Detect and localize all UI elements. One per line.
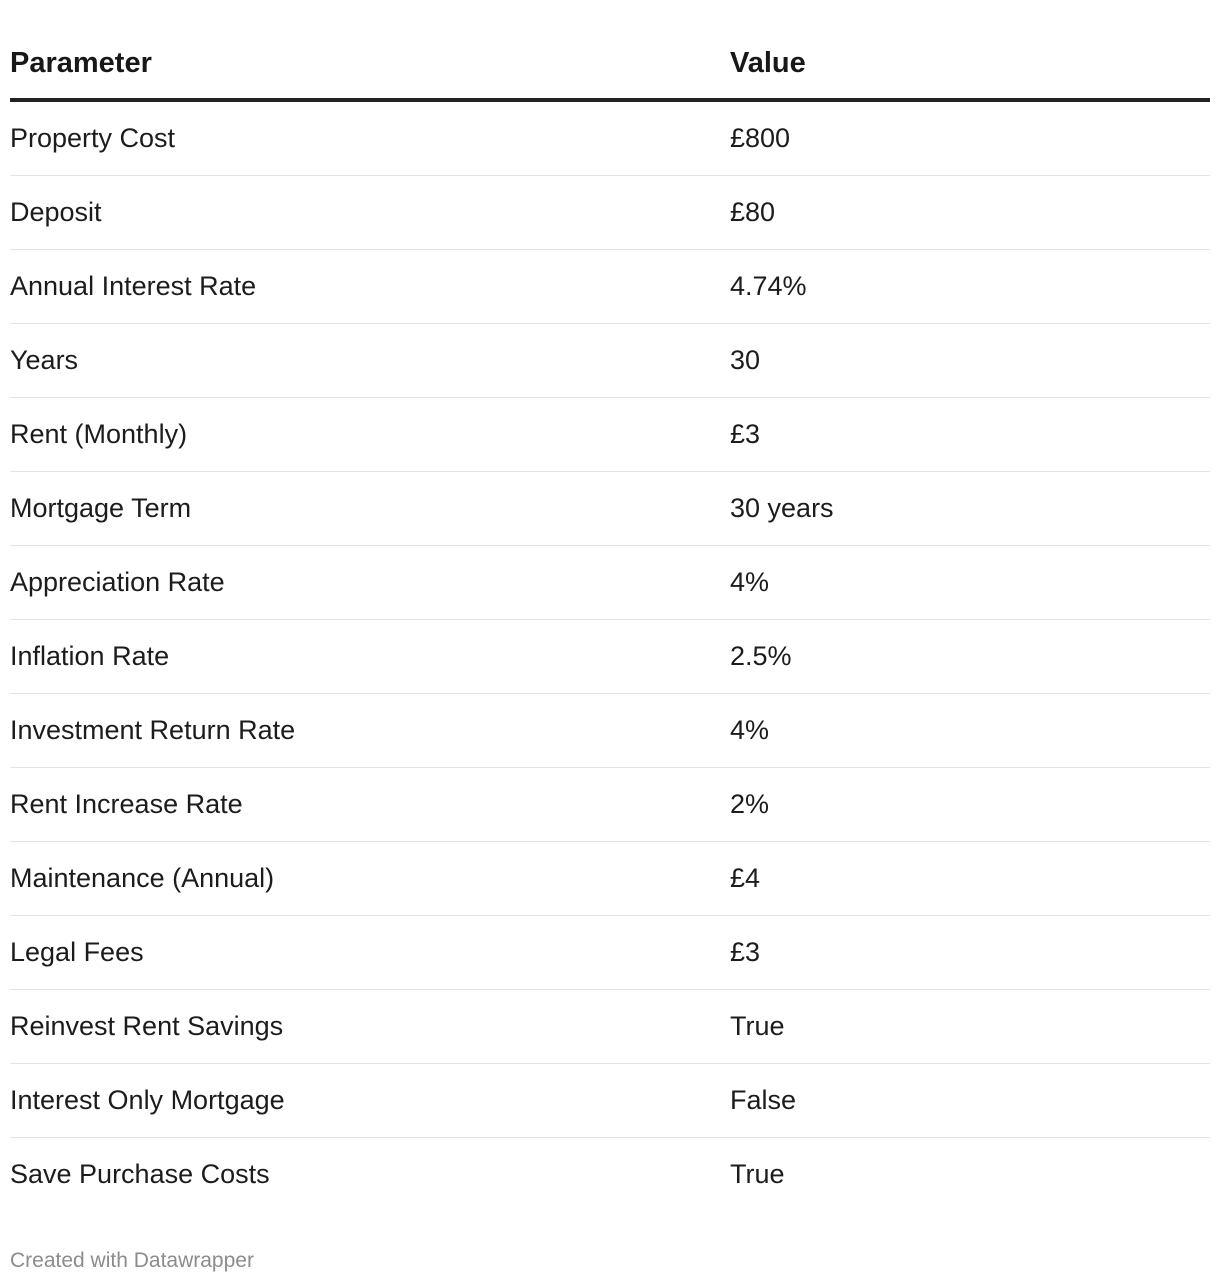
parameter-cell: Investment Return Rate (10, 694, 730, 768)
table-row (10, 694, 1210, 768)
value-cell: £3 (730, 398, 1210, 472)
parameter-cell: Mortgage Term (10, 472, 730, 546)
table-row (10, 620, 1210, 694)
parameter-cell: Inflation Rate (10, 620, 730, 694)
value-cell: 30 (730, 324, 1210, 398)
table-row (10, 842, 1210, 916)
table-row (10, 1064, 1210, 1138)
value-cell: 30 years (730, 472, 1210, 546)
table-row (10, 250, 1210, 324)
parameter-cell: Save Purchase Costs (10, 1159, 270, 1189)
value-cell: 4% (730, 546, 1210, 620)
value-cell: True (730, 990, 1210, 1064)
value-cell: £800 (730, 100, 1210, 176)
value-cell: £4 (730, 842, 1210, 916)
table-row (10, 324, 1210, 398)
value-cell: True (730, 1159, 785, 1189)
parameter-cell: Legal Fees (10, 916, 730, 990)
table-row (10, 472, 1210, 546)
parameter-cell: Deposit (10, 176, 730, 250)
datawrapper-credit: Created with Datawrapper (10, 1249, 254, 1272)
parameter-cell: Rent Increase Rate (10, 768, 730, 842)
table-header-row (10, 28, 1210, 100)
value-cell: £80 (730, 176, 1210, 250)
table-row (10, 176, 1210, 250)
value-cell: 4.74% (730, 250, 1210, 324)
value-cell: 2.5% (730, 620, 1210, 694)
table-row (10, 546, 1210, 620)
table-row (10, 398, 1210, 472)
value-cell: False (730, 1064, 1210, 1138)
parameter-cell: Rent (Monthly) (10, 398, 730, 472)
parameter-cell: Annual Interest Rate (10, 250, 730, 324)
parameter-cell: Maintenance (Annual) (10, 842, 730, 916)
parameter-cell: Reinvest Rent Savings (10, 990, 730, 1064)
table-row (10, 768, 1210, 842)
parameter-table (10, 28, 1210, 1211)
header-parameter: Parameter (10, 28, 730, 100)
value-cell: 2% (730, 768, 1210, 842)
table-row (10, 990, 1210, 1064)
value-cell: 4% (730, 694, 1210, 768)
header-value: Value (730, 28, 1210, 100)
parameter-cell: Property Cost (10, 100, 730, 176)
value-cell: £3 (730, 916, 1210, 990)
parameter-cell: Appreciation Rate (10, 546, 730, 620)
table-row (10, 916, 1210, 990)
parameter-table-container (10, 28, 1210, 1211)
parameter-cell: Interest Only Mortgage (10, 1064, 730, 1138)
table-row (10, 100, 1210, 176)
table-row (10, 1138, 1210, 1212)
parameter-cell: Years (10, 324, 730, 398)
